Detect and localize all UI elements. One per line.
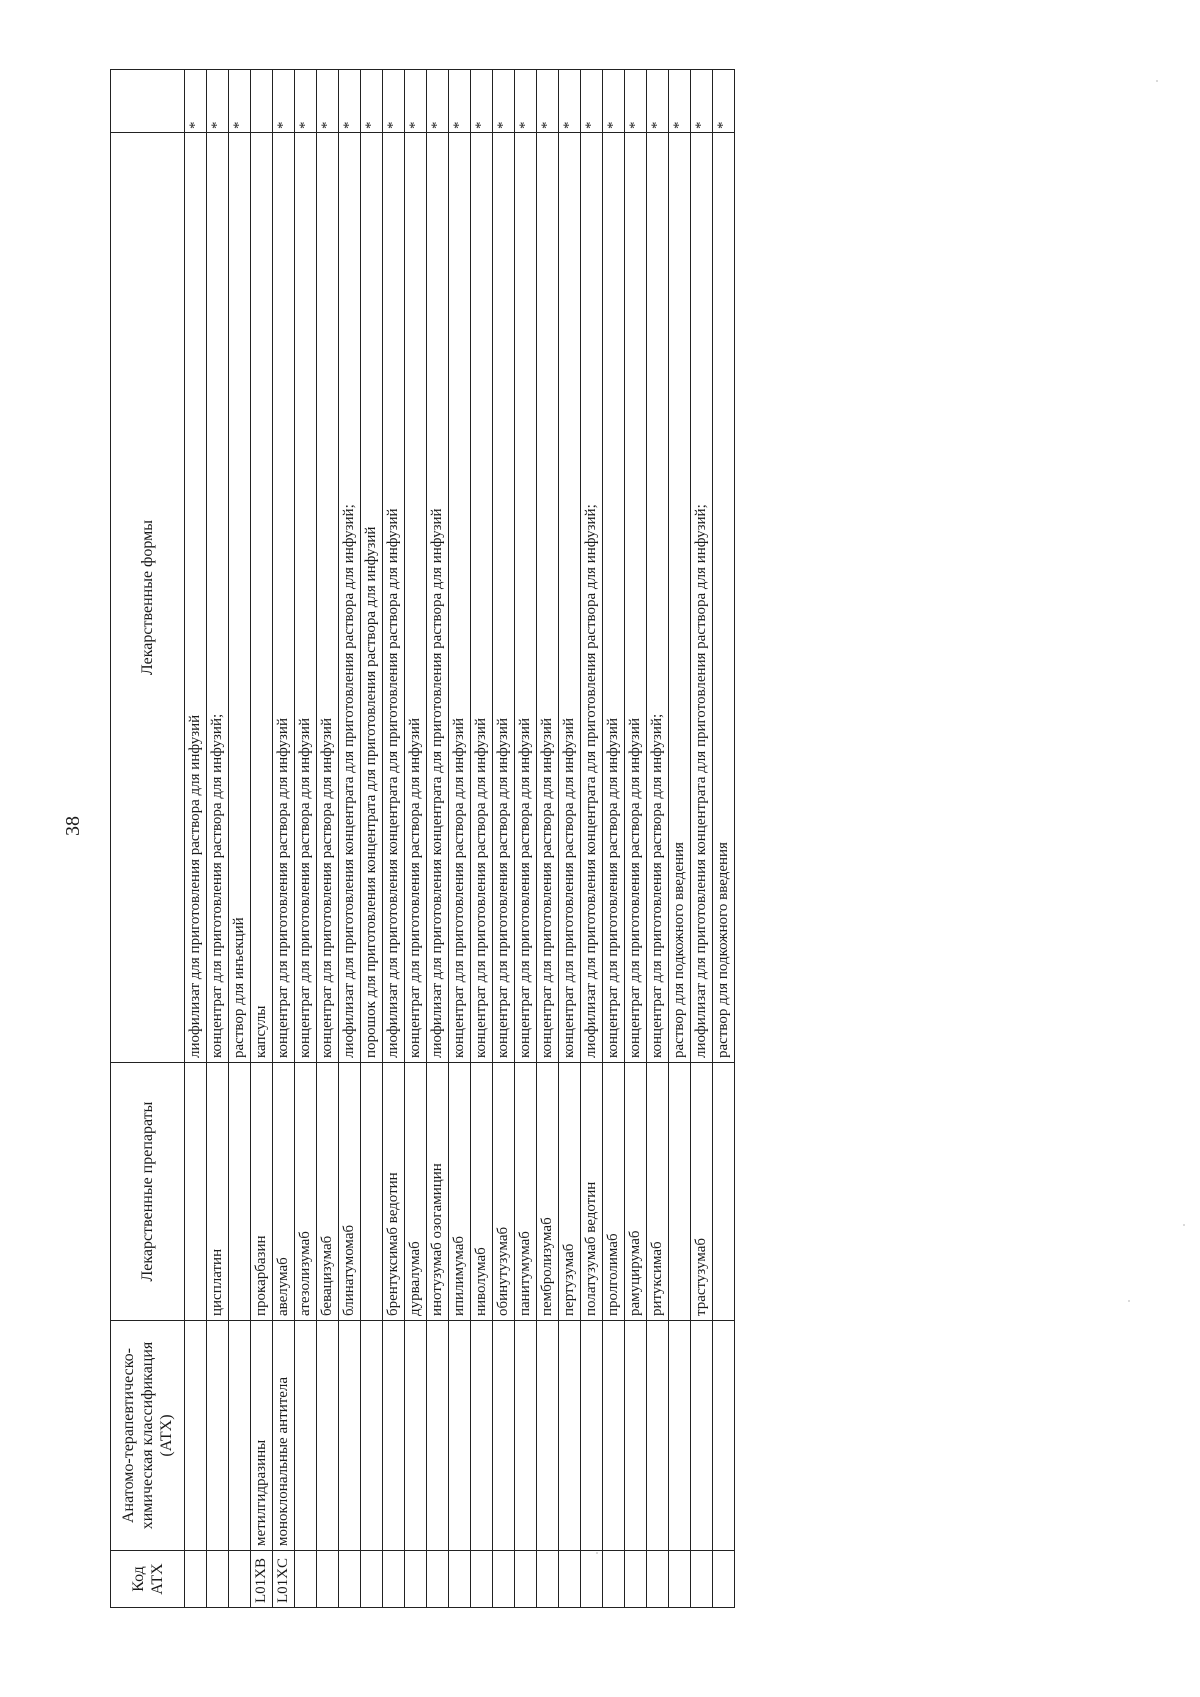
cell-form: концентрат для приготовления раствора для инфузий — [405, 133, 427, 1063]
cell-mark: * — [691, 70, 713, 133]
table-row — [669, 70, 691, 1608]
table-row — [207, 70, 229, 1608]
cell-mark: * — [625, 70, 647, 133]
table-row — [537, 70, 559, 1608]
cell-code — [229, 1551, 251, 1608]
table-row — [383, 70, 405, 1608]
cell-preparation: блинатумомаб — [339, 1063, 361, 1321]
drug-list-table — [110, 69, 735, 1608]
cell-classification — [581, 1321, 603, 1551]
cell-mark: * — [185, 70, 207, 133]
cell-classification — [339, 1321, 361, 1551]
cell-form: концентрат для приготовления раствора для инфузий — [471, 133, 493, 1063]
cell-classification — [361, 1321, 383, 1551]
cell-code — [383, 1551, 405, 1608]
cell-form: порошок для приготовления концентрата для приготовления раствора для инфузий — [361, 133, 383, 1063]
table-row — [317, 70, 339, 1608]
cell-classification: метилгидразины — [251, 1321, 273, 1551]
cell-mark: * — [581, 70, 603, 133]
cell-mark: * — [273, 70, 295, 133]
cell-form: концентрат для приготовления раствора для инфузий — [273, 133, 295, 1063]
table-row — [295, 70, 317, 1608]
cell-code — [493, 1551, 515, 1608]
cell-mark: * — [427, 70, 449, 133]
cell-mark: * — [207, 70, 229, 133]
cell-mark: * — [603, 70, 625, 133]
cell-code — [603, 1551, 625, 1608]
cell-mark: * — [383, 70, 405, 133]
cell-form: лиофилизат для приготовления концентрата для приготовления раствора для инфузий — [427, 133, 449, 1063]
table-row — [647, 70, 669, 1608]
cell-classification — [713, 1321, 735, 1551]
cell-form: лиофилизат для приготовления концентрата для приготовления раствора для инфузий — [383, 133, 405, 1063]
cell-preparation — [669, 1063, 691, 1321]
cell-code: L01XB — [251, 1551, 273, 1608]
cell-code — [427, 1551, 449, 1608]
cell-preparation — [185, 1063, 207, 1321]
table-row — [449, 70, 471, 1608]
cell-code — [515, 1551, 537, 1608]
cell-mark: * — [405, 70, 427, 133]
page-number: 38 — [62, 816, 84, 836]
cell-form: концентрат для приготовления раствора для инфузий; — [647, 133, 669, 1063]
cell-preparation: атезолизумаб — [295, 1063, 317, 1321]
cell-code — [669, 1551, 691, 1608]
cell-preparation: инотузумаб озогамицин — [427, 1063, 449, 1321]
cell-form: концентрат для приготовления раствора для инфузий — [493, 133, 515, 1063]
cell-preparation: пертузумаб — [559, 1063, 581, 1321]
cell-preparation: цисплатин — [207, 1063, 229, 1321]
cell-code — [713, 1551, 735, 1608]
cell-code — [537, 1551, 559, 1608]
cell-preparation: рамуцирумаб — [625, 1063, 647, 1321]
cell-classification — [559, 1321, 581, 1551]
cell-classification — [493, 1321, 515, 1551]
cell-mark: * — [295, 70, 317, 133]
cell-mark: * — [647, 70, 669, 133]
cell-form: лиофилизат для приготовления концентрата для приготовления раствора для инфузий; — [581, 133, 603, 1063]
cell-code — [449, 1551, 471, 1608]
cell-preparation: ритуксимаб — [647, 1063, 669, 1321]
table-row — [361, 70, 383, 1608]
scan-speck — [1128, 1300, 1130, 1302]
cell-code — [581, 1551, 603, 1608]
table-row — [559, 70, 581, 1608]
cell-form: лиофилизат для приготовления концентрата для приготовления раствора для инфузий; — [339, 133, 361, 1063]
cell-code — [339, 1551, 361, 1608]
cell-classification — [669, 1321, 691, 1551]
table-row — [691, 70, 713, 1608]
cell-preparation: обинутузумаб — [493, 1063, 515, 1321]
table-row — [581, 70, 603, 1608]
cell-code — [207, 1551, 229, 1608]
cell-preparation: авелумаб — [273, 1063, 295, 1321]
table-row — [713, 70, 735, 1608]
cell-preparation: пембролизумаб — [537, 1063, 559, 1321]
table-row — [273, 70, 295, 1608]
cell-code — [317, 1551, 339, 1608]
cell-code: L01XC — [273, 1551, 295, 1608]
cell-preparation — [229, 1063, 251, 1321]
cell-classification — [471, 1321, 493, 1551]
header-classification: Анатомо-терапевтическо-химическая классификация (АТХ) — [111, 1321, 185, 1551]
cell-form: капсулы — [251, 133, 273, 1063]
cell-code — [361, 1551, 383, 1608]
table-row — [185, 70, 207, 1608]
cell-preparation: трастузумаб — [691, 1063, 713, 1321]
cell-preparation — [713, 1063, 735, 1321]
table-row — [405, 70, 427, 1608]
cell-form: концентрат для приготовления раствора для инфузий — [317, 133, 339, 1063]
header-preparations: Лекарственные препараты — [111, 1063, 185, 1321]
cell-classification — [603, 1321, 625, 1551]
cell-mark: * — [537, 70, 559, 133]
cell-classification — [229, 1321, 251, 1551]
cell-mark: * — [471, 70, 493, 133]
cell-preparation: прокарбазин — [251, 1063, 273, 1321]
scan-speck — [1156, 80, 1158, 82]
cell-mark — [251, 70, 273, 133]
cell-mark: * — [515, 70, 537, 133]
cell-preparation: пролголимаб — [603, 1063, 625, 1321]
cell-code — [691, 1551, 713, 1608]
cell-classification — [207, 1321, 229, 1551]
cell-form: концентрат для приготовления раствора для инфузий — [449, 133, 471, 1063]
cell-mark: * — [669, 70, 691, 133]
cell-classification — [647, 1321, 669, 1551]
cell-classification — [317, 1321, 339, 1551]
cell-form: концентрат для приготовления раствора для инфузий — [559, 133, 581, 1063]
cell-code — [295, 1551, 317, 1608]
cell-mark: * — [493, 70, 515, 133]
cell-classification: моноклональные антитела — [273, 1321, 295, 1551]
cell-classification — [185, 1321, 207, 1551]
cell-form: лиофилизат для приготовления раствора для инфузий — [185, 133, 207, 1063]
cell-mark: * — [449, 70, 471, 133]
cell-mark: * — [339, 70, 361, 133]
cell-code — [185, 1551, 207, 1608]
scan-speck — [1183, 1224, 1185, 1226]
cell-preparation: дурвалумаб — [405, 1063, 427, 1321]
table-row — [515, 70, 537, 1608]
cell-form: концентрат для приготовления раствора для инфузий — [537, 133, 559, 1063]
table-row — [229, 70, 251, 1608]
cell-form: концентрат для приготовления раствора для инфузий — [515, 133, 537, 1063]
table-header-row — [111, 70, 185, 1608]
cell-classification — [295, 1321, 317, 1551]
header-mark — [111, 70, 185, 133]
cell-form: концентрат для приготовления раствора для инфузий — [295, 133, 317, 1063]
cell-preparation: брентуксимаб ведотин — [383, 1063, 405, 1321]
table-row — [625, 70, 647, 1608]
header-code: Код АТХ — [111, 1551, 185, 1608]
cell-mark: * — [559, 70, 581, 133]
table-row — [251, 70, 273, 1608]
cell-classification — [625, 1321, 647, 1551]
cell-classification — [515, 1321, 537, 1551]
cell-classification — [691, 1321, 713, 1551]
rotated-table-wrapper — [110, 70, 1015, 1608]
cell-code — [647, 1551, 669, 1608]
cell-form: концентрат для приготовления раствора для инфузий; — [207, 133, 229, 1063]
cell-form: концентрат для приготовления раствора для инфузий — [603, 133, 625, 1063]
cell-classification — [383, 1321, 405, 1551]
cell-form: раствор для подкожного введения — [713, 133, 735, 1063]
table-row — [427, 70, 449, 1608]
cell-code — [471, 1551, 493, 1608]
cell-mark: * — [229, 70, 251, 133]
cell-preparation: полатузумаб ведотин — [581, 1063, 603, 1321]
cell-form: лиофилизат для приготовления концентрата для приготовления раствора для инфузий; — [691, 133, 713, 1063]
table-row — [339, 70, 361, 1608]
cell-mark: * — [361, 70, 383, 133]
table-row — [471, 70, 493, 1608]
cell-code — [625, 1551, 647, 1608]
cell-preparation — [361, 1063, 383, 1321]
cell-classification — [449, 1321, 471, 1551]
table-row — [603, 70, 625, 1608]
cell-form: раствор для инъекций — [229, 133, 251, 1063]
table-row — [493, 70, 515, 1608]
cell-code — [559, 1551, 581, 1608]
cell-classification — [427, 1321, 449, 1551]
scan-speck — [596, 1552, 598, 1554]
cell-code — [405, 1551, 427, 1608]
cell-preparation: ниволумаб — [471, 1063, 493, 1321]
header-forms: Лекарственные формы — [111, 133, 185, 1063]
cell-form: раствор для подкожного введения — [669, 133, 691, 1063]
cell-classification — [537, 1321, 559, 1551]
table-body — [185, 70, 735, 1608]
cell-mark: * — [317, 70, 339, 133]
cell-preparation: бевацизумаб — [317, 1063, 339, 1321]
cell-classification — [405, 1321, 427, 1551]
cell-form: концентрат для приготовления раствора для инфузий — [625, 133, 647, 1063]
cell-mark: * — [713, 70, 735, 133]
cell-preparation: панитумумаб — [515, 1063, 537, 1321]
cell-preparation: ипилимумаб — [449, 1063, 471, 1321]
